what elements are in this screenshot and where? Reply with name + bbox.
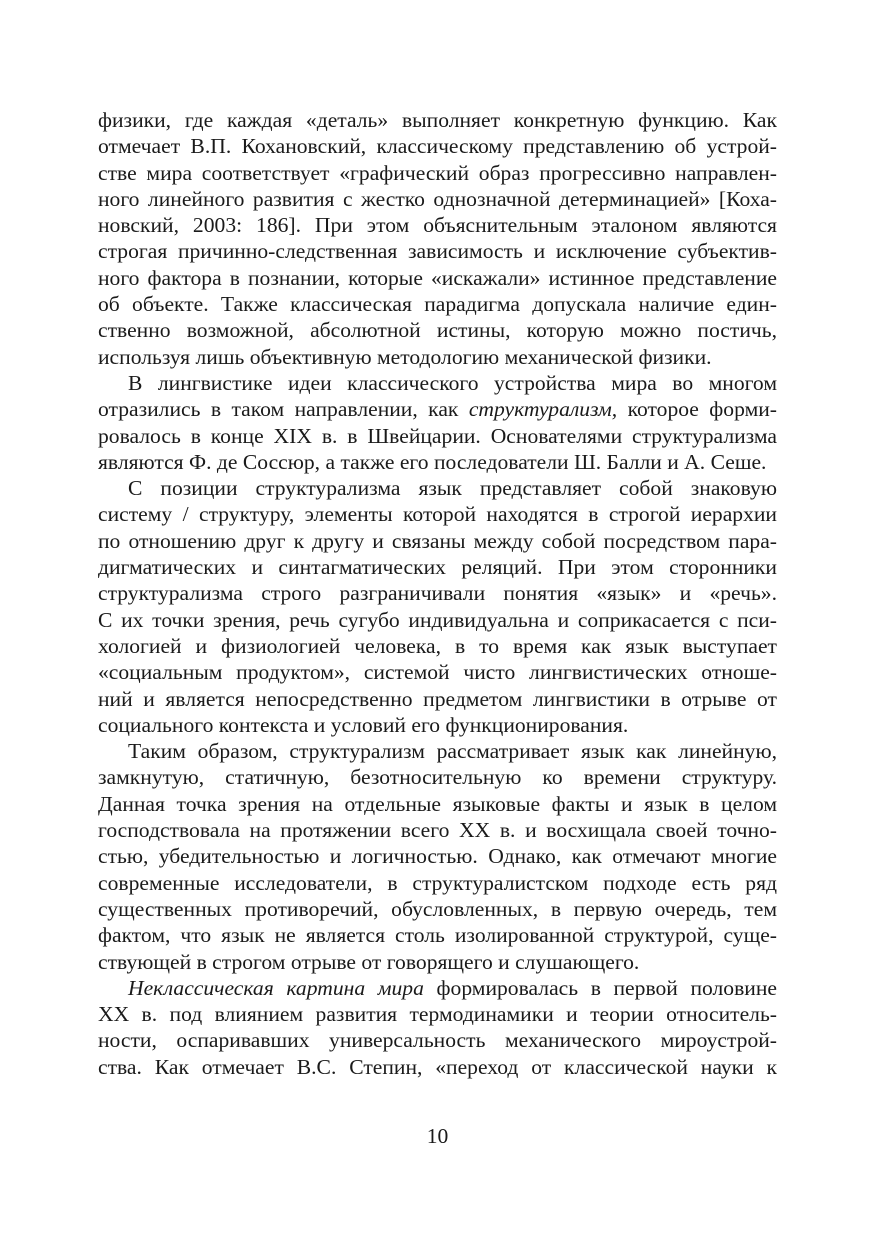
text-line: социального контекста и условий его функционирования. <box>98 712 629 737</box>
paragraph-2 <box>98 370 777 475</box>
text-line: «социальным продуктом», системой чисто лингвистических отноше- <box>98 660 777 685</box>
text-line: структурализма строго разграничивали понятия «язык» и «речь». <box>98 581 777 606</box>
text-line: отмечает В.П. Кохановский, классическому представлению об устрой- <box>98 134 777 159</box>
text-line: дигматических и синтагматических реляций. При этом сторонники <box>98 555 777 580</box>
text-line: XX в. под влиянием развития термодинамики и теории относитель- <box>98 1002 777 1027</box>
text-line: ного линейного развития с жестко однозначной детерминацией» [Коха- <box>98 186 777 211</box>
text-line: современные исследователи, в структуралистском подходе есть ряд <box>98 870 777 895</box>
text-line: новский, 2003: 186]. При этом объяснительным эталоном являются <box>98 213 777 238</box>
text-run: отразились в таком направлении, как <box>98 397 459 422</box>
text-line <box>98 396 777 422</box>
italic-term: Неклассическая картина мира <box>128 975 424 1000</box>
text-line: ного фактора в познании, которые «искажали» истинное представление <box>98 265 777 290</box>
text-line: ствующей в строгом отрыве от говорящего и слушающего. <box>98 949 640 974</box>
text-run: которое форми- <box>627 397 777 422</box>
text-line: по отношению друг к другу и связаны между собой посредством пара- <box>98 528 777 553</box>
text-line: фактом, что язык не является столь изолированной структурой, суще- <box>98 923 777 948</box>
text-line: физики, где каждая «деталь» выполняет конкретную функцию. Как <box>98 108 777 132</box>
text-line: об объекте. Также классическая парадигма допускала наличие един- <box>98 292 777 317</box>
text-line: господствовала на протяжении всего XX в. и восхищала своей точно- <box>98 818 777 843</box>
paragraph-4 <box>98 738 777 975</box>
text-line: систему / структуру, элементы которой находятся в строгой иерархии <box>98 502 777 527</box>
paragraph-5 <box>98 975 777 1080</box>
text-line: хологией и физиологией человека, в то время как язык выступает <box>98 633 777 658</box>
italic-term: структурализм, <box>468 397 618 422</box>
paragraph-3 <box>98 475 777 738</box>
text-line: существенных противоречий, обусловленных, в первую очередь, тем <box>98 896 777 921</box>
text-line: стве мира соответствует «графический образ прогрессивно направлен- <box>98 160 777 185</box>
text-line: ственно возможной, абсолютной истины, которую можно постичь, <box>98 318 777 343</box>
text-line: замкнутую, статичную, безотносительную ко времени структуру. <box>98 765 777 790</box>
page-number: 10 <box>426 1124 449 1148</box>
text-line: строгая причинно-следственная зависимость и исключение субъектив- <box>98 239 777 264</box>
text-line: С позиции структурализма язык представляет собой знаковую <box>128 476 777 501</box>
body-text <box>98 107 777 1080</box>
text-line <box>98 975 777 1001</box>
text-line: ства. Как отмечает В.С. Степин, «переход от классической науки к <box>98 1054 777 1079</box>
text-line: являются Ф. де Соссюр, а также его последователи Ш. Балли и А. Сеше. <box>98 449 767 474</box>
text-line: используя лишь объективную методологию механической физики. <box>98 344 712 369</box>
text-line: стью, убедительностью и логичностью. Однако, как отмечают многие <box>98 844 777 869</box>
paragraph-1 <box>98 107 777 370</box>
text-line: Данная точка зрения на отдельные языковые факты и язык в целом <box>98 791 777 816</box>
text-line: ности, оспаривавших универсальность механического мироустрой- <box>98 1028 777 1053</box>
text-line: ровалось в конце XIX в. в Швейцарии. Основателями структурализма <box>98 423 777 448</box>
text-line: В лингвистике идеи классического устройства мира во многом <box>128 370 777 395</box>
text-line: ний и является непосредственно предметом лингвистики в отрыве от <box>98 686 777 711</box>
text-run: формировалась в первой половине <box>436 975 777 1000</box>
text-line: Таким образом, структурализм рассматривает язык как линейную, <box>128 739 777 764</box>
text-line: С их точки зрения, речь сугубо индивидуальна и соприкасается с пси- <box>98 607 777 632</box>
